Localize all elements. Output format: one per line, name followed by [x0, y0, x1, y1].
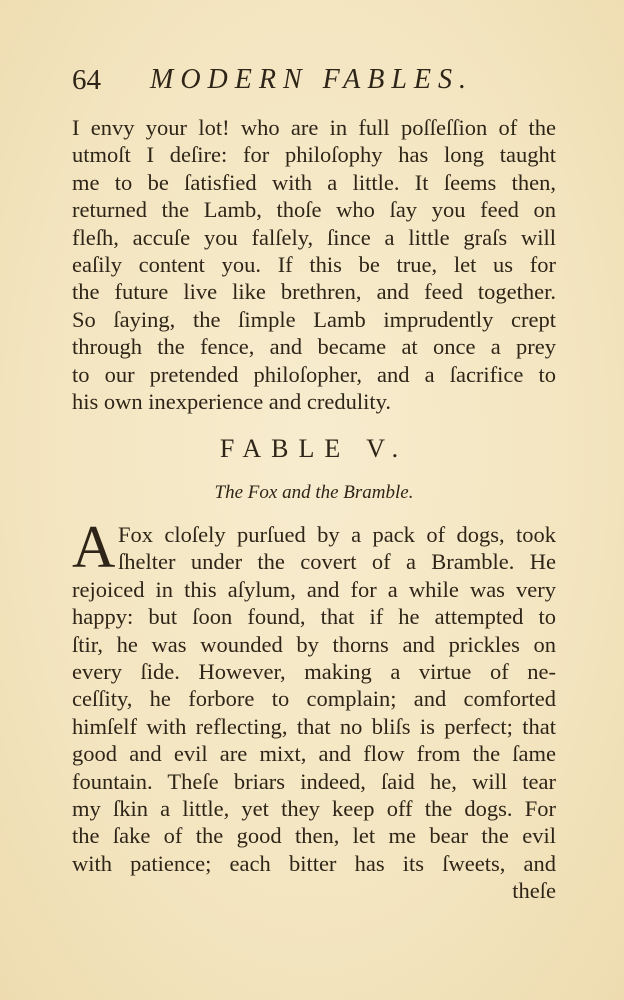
- text-line: rejoiced in this aſylum, and for a while was very: [72, 576, 556, 602]
- text-line: I envy your lot! who are in full poſſeſſion of the: [72, 115, 556, 140]
- catchword: theſe: [512, 878, 556, 904]
- text-line: the ſake of the good then, let me bear the evil: [72, 823, 556, 849]
- text-line: returned the Lamb, thoſe who ſay you feed on: [72, 197, 556, 223]
- fable-heading: FABLE V.: [219, 434, 409, 463]
- text-line: with patience; each bitter has its ſweets, and: [72, 850, 556, 876]
- running-title: MODERN FABLES.: [150, 64, 474, 95]
- text-line: the future live like brethren, and feed together.: [72, 279, 556, 305]
- text-line: himſelf with reflecting, that no bliſs is perfect; that: [72, 713, 556, 739]
- text-line: fountain. Theſe briars indeed, ſaid he, will tear: [72, 768, 556, 794]
- text-line: me to be ſatisfied with a little. It ſeems then,: [72, 169, 556, 195]
- text-line: ceſſity, he forbore to complain; and comforted: [72, 686, 556, 712]
- text-line: through the fence, and became at once a prey: [72, 334, 556, 360]
- page-number: 64: [72, 64, 101, 96]
- running-header: [72, 62, 552, 102]
- text-line: Fox cloſely purſued by a pack of dogs, took: [118, 522, 556, 547]
- fable-subtitle: The Fox and the Bramble.: [214, 482, 414, 503]
- text-line: ſhelter under the covert of a Bramble. He: [118, 549, 556, 575]
- drop-cap: A: [72, 514, 116, 580]
- text-line: utmoſt I deſire: for philoſophy has long taught: [72, 142, 556, 168]
- text-line: So ſaying, the ſimple Lamb imprudently crept: [72, 306, 556, 332]
- text-line: every ſide. However, making a virtue of ne-: [72, 658, 556, 684]
- text-line: his own inexperience and credulity.: [72, 388, 392, 414]
- text-line: to our pretended philoſopher, and a ſacrifice to: [72, 361, 556, 387]
- text-line: happy: but ſoon found, that if he attempted to: [72, 604, 556, 630]
- text-line: ſtir, he was wounded by thorns and prickles on: [72, 631, 556, 657]
- text-line: fleſh, accuſe you falſely, ſince a little graſs will: [72, 224, 556, 250]
- paragraph-fox-and-bramble: [72, 521, 556, 904]
- text-line: eaſily content you. If this be true, let us for: [72, 251, 556, 277]
- text-line: my ſkin a little, yet they keep off the dogs. For: [72, 795, 556, 821]
- text-line: good and evil are mixt, and flow from the ſame: [72, 741, 556, 767]
- paragraph-fable-ending: [72, 114, 556, 415]
